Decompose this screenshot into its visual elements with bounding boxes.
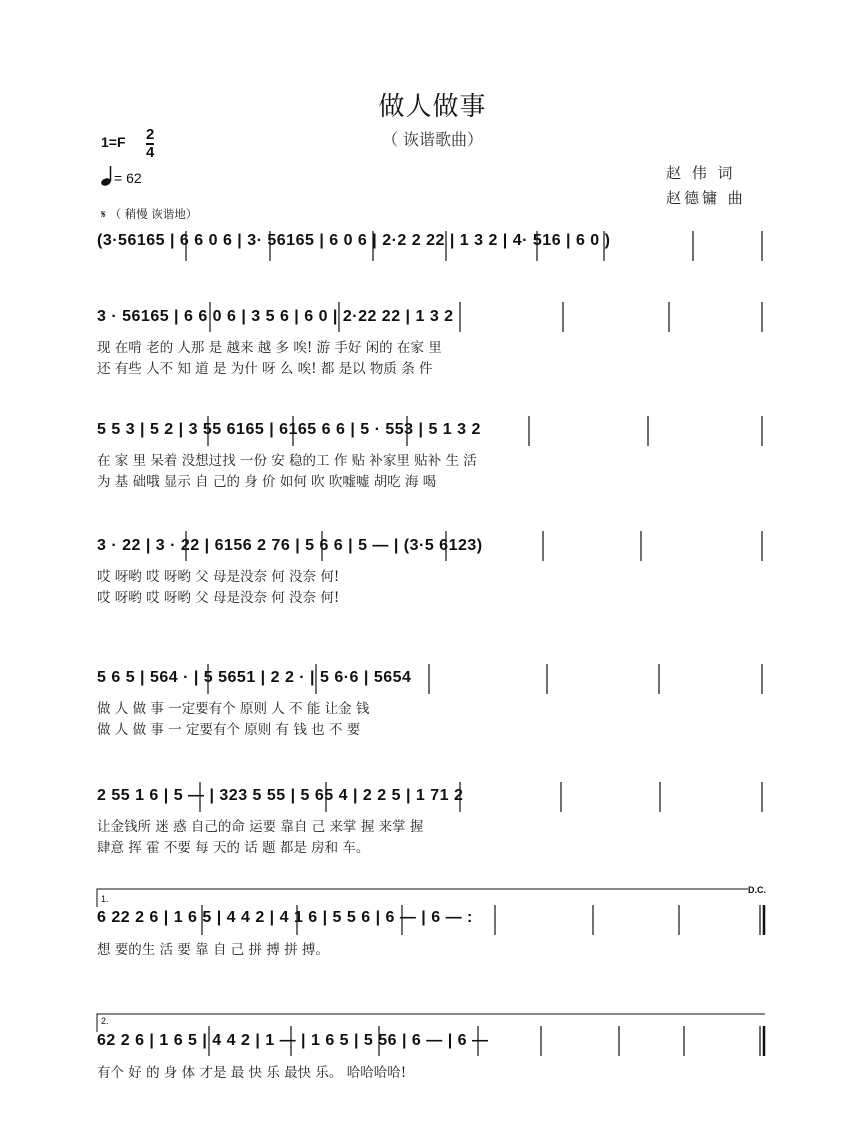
time-signature (146, 127, 154, 161)
notation-line-5: 5 6 5 | 564 · | 5 5651 | 2 2 · | 5 6·6 | 5654 (97, 669, 412, 686)
tempo-marking: = 62 (114, 170, 142, 186)
volta-label-1: 1. (101, 894, 109, 904)
lyric-line-6b: 肆意 挥 霍 不要 每 天的 话 题 都是 房和 车。 (97, 840, 370, 856)
lyric-line-4b: 哎 呀哟 哎 呀哟 父 母是没奈 何 没奈 何! (97, 590, 340, 606)
da-capo-mark: D.C. (748, 885, 766, 895)
notation-line-2: 3 · 56165 | 6 6 0 6 | 3 5 6 | 6 0 | 2·22 22 | 1 3 2 (97, 308, 454, 325)
lyric-line-4a: 哎 呀哟 哎 呀哟 父 母是没奈 何 没奈 何! (97, 569, 340, 585)
time-signature-top: 2 (146, 126, 155, 143)
song-title: 做人做事 (378, 92, 487, 122)
lyric-line-5b: 做 人 做 事 一 定要有个 原则 有 钱 也 不 要 (97, 722, 361, 738)
lyric-line-3b: 为 基 础哦 显示 自 己的 身 价 如何 吹 吹嘘嘘 胡吃 海 喝 (97, 474, 437, 490)
lyricist-credit: 赵 伟 词 (666, 164, 736, 182)
notation-line-8: 62 2 6 | 1 6 5 | 4 4 2 | 1 — | 1 6 5 | 5 56 | 6 — | 6 — (97, 1032, 489, 1049)
lyric-line-8: 有个 好 的 身 体 才是 最 快 乐 最快 乐。 哈哈哈哈! (97, 1065, 407, 1081)
lyric-line-5a: 做 人 做 事 一定要有个 原则 人 不 能 让金 钱 (97, 701, 370, 717)
key-signature: 1=F (101, 134, 126, 150)
notation-line-4: 3 · 22 | 3 · 22 | 6156 2 76 | 5 6 6 | 5 — | (3·5 6123) (97, 537, 483, 554)
song-subtitle: （ 诙谐歌曲） (381, 130, 484, 149)
lyric-line-2a: 现 在啃 老的 人那 是 越来 越 多 唉! 游 手好 闲的 在家 里 (97, 340, 442, 356)
lyric-line-3a: 在 家 里 呆着 没想过找 一份 安 稳的工 作 贴 补家里 贴补 生 活 (97, 453, 477, 469)
composer-credit: 赵德镛 曲 (666, 189, 746, 207)
notation-line-3: 5 5 3 | 5 2 | 3 55 6165 | 6165 6 6 | 5 · 553 | 5 1 3 2 (97, 421, 481, 438)
time-signature-bottom: 4 (146, 144, 155, 161)
performance-direction: 𝄋 （ 稍慢 诙谐地） (101, 207, 198, 221)
lyric-line-2b: 还 有些 人不 知 道 是 为什 呀 么 唉! 都 是以 物质 条 件 (97, 361, 433, 377)
volta-label-2: 2. (101, 1016, 109, 1026)
lyric-line-6a: 让金钱所 迷 惑 自己的命 运要 靠自 己 来掌 握 来掌 握 (97, 819, 424, 835)
notation-line-1: (3·56165 | 6 6 0 6 | 3· 56165 | 6 0 6 | 2·2 2 22 | 1 3 2 | 4· 516 | 6 0 ) (97, 232, 611, 249)
lyric-line-7: 想 要的生 活 要 靠 自 己 拼 搏 拼 搏。 (97, 942, 329, 958)
notation-line-7: 6 22 2 6 | 1 6 5 | 4 4 2 | 4 1 6 | 5 5 6 | 6 — | 6 — : (97, 909, 473, 926)
notation-line-6: 2 55 1 6 | 5 — | 323 5 55 | 5 65 4 | 2 2 5 | 1 71 2 (97, 787, 464, 804)
